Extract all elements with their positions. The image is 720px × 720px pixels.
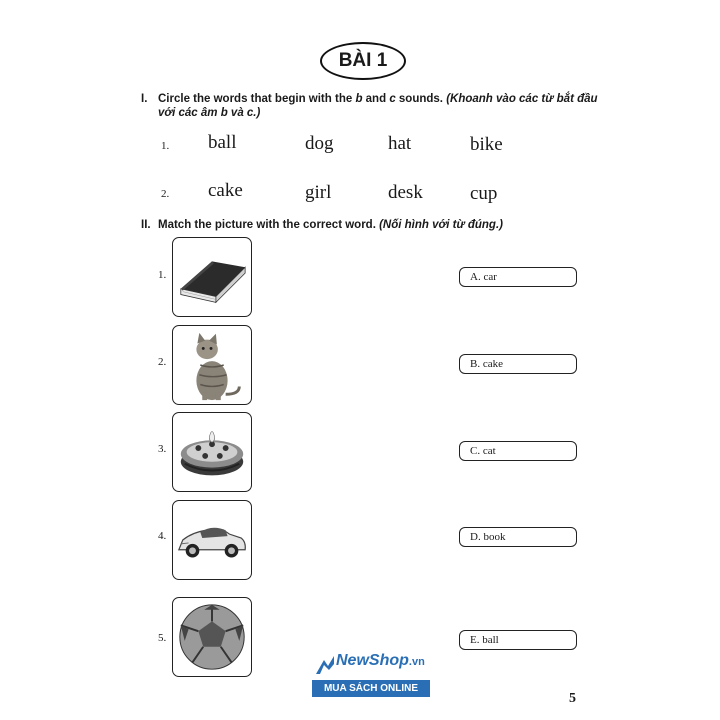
vietnamese-instruction: (Nối hình với từ đúng.) [379, 219, 503, 231]
picture-5-label: 5. [158, 632, 167, 644]
logo-suffix: .vn [408, 656, 425, 668]
cat-icon [173, 326, 251, 404]
lesson-title: BÀI 1 [320, 42, 406, 80]
picture-2-label: 2. [158, 356, 167, 368]
ball-picture[interactable] [172, 597, 252, 677]
letter-b: b [355, 93, 363, 105]
instruction-and: and [362, 93, 390, 105]
word-hat[interactable]: hat [388, 133, 412, 154]
logo-brand: NewShop [336, 652, 409, 669]
answer-c-cat[interactable]: C. cat [459, 441, 577, 461]
word-cake[interactable]: cake [208, 180, 243, 201]
word-girl[interactable]: girl [305, 182, 332, 203]
row-1-label: 1. [161, 140, 170, 152]
answer-e-ball[interactable]: E. ball [459, 630, 577, 650]
letter-c: c [389, 93, 396, 105]
instruction-post: sounds. [395, 93, 447, 105]
book-picture[interactable] [172, 237, 252, 317]
book-icon [173, 238, 251, 316]
section-1-number: I. [141, 93, 148, 105]
answer-d-book[interactable]: D. book [459, 527, 577, 547]
instruction-text: Match the picture with the correct word. [158, 219, 380, 231]
newshop-logo [312, 650, 430, 700]
picture-3-label: 3. [158, 443, 167, 455]
row-2-label: 2. [161, 188, 170, 200]
answer-a-car[interactable]: A. car [459, 267, 577, 287]
cat-picture[interactable] [172, 325, 252, 405]
page-number: 5 [569, 691, 576, 706]
word-desk[interactable]: desk [388, 182, 423, 203]
car-icon [173, 501, 251, 579]
answer-b-cake[interactable]: B. cake [459, 354, 577, 374]
word-dog[interactable]: dog [305, 133, 334, 154]
picture-4-label: 4. [158, 530, 167, 542]
word-ball[interactable]: ball [208, 132, 237, 153]
word-bike[interactable]: bike [470, 134, 503, 155]
word-cup[interactable]: cup [470, 183, 498, 204]
instruction-text: Circle the words that begin with the [158, 93, 356, 105]
section-2-number: II. [141, 219, 151, 231]
cake-picture[interactable] [172, 412, 252, 492]
car-picture[interactable] [172, 500, 252, 580]
ball-icon [173, 598, 251, 676]
logo-tagline: MUA SÁCH ONLINE [312, 680, 430, 697]
cake-icon [173, 413, 251, 491]
vietnamese-instruction: (Khoanh vào các từ bắt đầu với các âm b và c.) [158, 93, 598, 119]
newshop-arrow-icon [314, 654, 336, 676]
picture-1-label: 1. [158, 269, 167, 281]
